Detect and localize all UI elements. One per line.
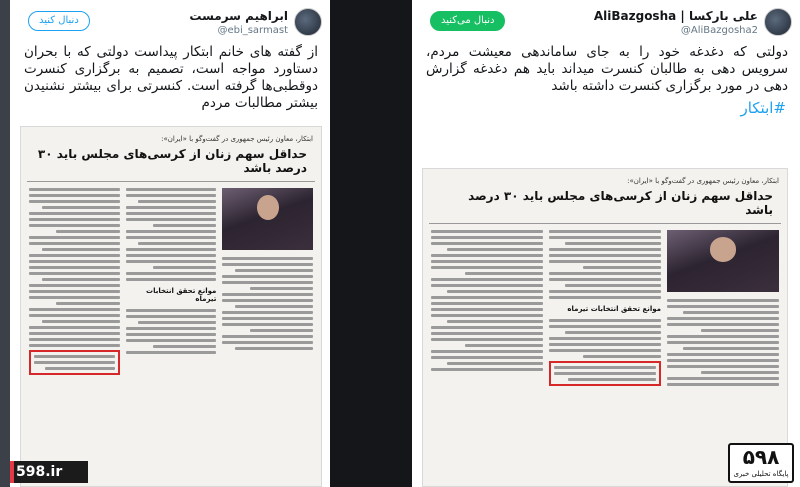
follow-button[interactable]: دنبال کنید (28, 11, 90, 31)
clipping-subhead: موانع تحقق انتخابات تیرماه (146, 287, 217, 303)
tweet-text: از گفته های خانم ابتکار پیداست دولتی که با بحران دستاورد مواجه است، تصمیم به برگزاری کنسرت دوقطبی‌ها گرفته است. کنسرتی برای بیشتر نشنیدن بیشتر مطالبات مردم (24, 44, 318, 111)
panel-gap (330, 0, 412, 487)
clipping-kicker: ابتکار، معاون رئیس جمهوری در گفت‌وگو با «ایران»: (627, 177, 779, 185)
clipping-column (29, 188, 120, 375)
site-logo (728, 443, 794, 483)
author-handle: @AliBazgosha2 (680, 25, 758, 36)
newspaper-clipping (20, 126, 322, 487)
site-logo-caption: پایگاه تحلیلی خبری (733, 470, 789, 478)
clipping-column (549, 230, 661, 386)
badge-accent (10, 461, 14, 483)
newspaper-clipping (422, 168, 788, 487)
clipping-column (431, 230, 543, 386)
clipping-columns (423, 224, 787, 392)
following-button[interactable]: دنبال می‌کنید (430, 11, 505, 31)
site-badge (10, 461, 88, 483)
clipping-column (667, 230, 779, 386)
author-handle: @ebi_sarmast (217, 25, 288, 36)
clipping-kicker: ابتکار، معاون رئیس جمهوری در گفت‌وگو با «ایران»: (161, 135, 313, 143)
tweet-card-left (10, 0, 330, 487)
site-badge-text: 598.ir (16, 464, 63, 480)
portrait-photo (667, 230, 779, 292)
avatar[interactable] (294, 8, 322, 36)
author-display-name[interactable]: علی بارکسا | AliBazgosha (593, 9, 758, 23)
avatar[interactable] (764, 8, 792, 36)
left-edge-strip (0, 0, 10, 487)
tweet-header (10, 0, 330, 44)
clipping-subhead: موانع تحقق انتخابات تیرماه (567, 305, 661, 313)
highlighted-passage (549, 361, 661, 386)
clipping-headline: حداقل سهم زنان از کرسی‌های مجلس باید ۳۰ درصد باشد (27, 145, 315, 182)
highlighted-passage (29, 350, 120, 375)
clipping-columns (21, 182, 321, 381)
tweet-card-right (412, 0, 800, 487)
site-logo-mark: ۵۹۸ (742, 445, 780, 469)
author-block[interactable] (594, 9, 758, 36)
clipping-headline: حداقل سهم زنان از کرسی‌های مجلس باید ۳۰ درصد باشد (429, 187, 781, 224)
author-block[interactable] (189, 9, 288, 36)
portrait-photo (222, 188, 313, 250)
clipping-column (222, 188, 313, 375)
tweet-header (412, 0, 800, 44)
author-display-name[interactable]: ابراهیم سرمست (189, 9, 288, 23)
clipping-column (126, 188, 217, 375)
tweet-text: دولتی که دغدغه خود را به جای ساماندهی معیشت مردم، سرویس دهی به طالبان کنسرت میداند باید هم دغدغه گزارش دهی در مورد برگزاری کنسرت داشته باشد (426, 44, 788, 94)
hashtag-link[interactable]: #ابتکار (740, 99, 786, 117)
